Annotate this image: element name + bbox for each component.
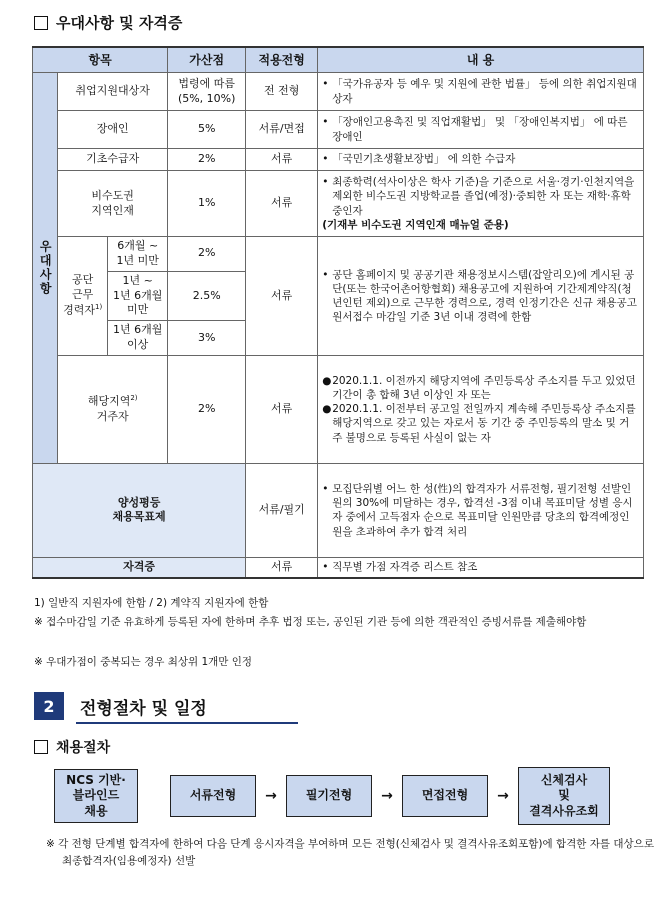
cell-points: 1%: [168, 171, 246, 237]
cell-item: 취업지원대상자: [58, 73, 168, 111]
table-row: [33, 73, 644, 111]
cell-content: ● 2020.1.1. 이전까지 해당지역에 주민등록상 주소지를 두고 있었던 기간이 총 합해 3년 이상인 자 또는 ● 2020.1.1. 이전부터 공고일 전일까지 계속해 주민등록상 주소지를 해당지역으로 갖고 있는 자로서 동 기간 중 주민등록의 말소 및 거주 불명으로 등록된 사실이 없는 자: [318, 355, 644, 463]
note-1: ※ 접수마감일 기준 유효하게 등록된 자에 한하며 추후 법정 또는, 공인된 기관 등에 의한 객관적인 증빙서류를 제출해야함: [34, 616, 587, 628]
table-row: [33, 355, 644, 463]
arrow-icon: →: [265, 788, 277, 804]
cell-content: • 직무별 가점 자격증 리스트 참조: [318, 557, 644, 577]
step-document: 서류전형: [170, 775, 256, 817]
section2-underline: [76, 722, 298, 724]
cell-type: 서류: [246, 149, 318, 171]
table-row: [33, 557, 644, 577]
cell-item: 해당지역$^{2)}$ 거주자: [58, 355, 168, 463]
cell-content: • 「장애인고용촉진 및 직업재활법」 및 「장애인복지법」 에 따른 장애인: [318, 111, 644, 149]
step-ncs: NCS 기반· 블라인드 채용: [54, 769, 138, 823]
cell-item: 장애인: [58, 111, 168, 149]
step-written: 필기전형: [286, 775, 372, 817]
side-label: 우대사항: [33, 73, 58, 464]
cell-content: • 모집단위별 어느 한 성(性)의 합격자가 서류전형, 필기전형 선발인원의 30%에 미달하는 경우, 합격선 -3점 이내 목표미달 성별 응시자 중에서 고득점자 순으로 목표미달 인원만큼 당초의 합격예정인원을 초과하여 추가 합격 처리: [318, 463, 644, 557]
cell-type: 서류/면접: [246, 111, 318, 149]
section2-title: 전형절차 및 일정: [80, 698, 207, 719]
cell-points: 2%: [168, 237, 246, 272]
checkbox-icon: [34, 740, 48, 754]
table-header-row: [33, 47, 644, 73]
section-title-text: 우대사항 및 자격증: [56, 14, 183, 32]
cell-type: 전 전형: [246, 73, 318, 111]
cell-points: 법령에 따름 (5%, 10%): [168, 73, 246, 111]
cell-item: 양성평등 채용목표제: [33, 463, 246, 557]
header-points: 가산점: [168, 47, 246, 73]
cell-item: 자격증: [33, 557, 246, 577]
section-title: [34, 12, 182, 33]
step-interview: 면접전형: [402, 775, 488, 817]
footer-note: ※ 각 전형 단계별 합격자에 한하여 다음 단계 응시자격을 부여하며 모든 전형(신체검사 및 결격사유조회포함)에 합격한 자를 대상으로 최종합격자(임용예정자) 선발: [46, 838, 654, 867]
cell-type: 서류: [246, 171, 318, 237]
process-flow: [54, 767, 610, 825]
checkbox-icon: [34, 16, 48, 30]
arrow-icon: →: [497, 788, 509, 804]
section2-header: [34, 692, 207, 720]
cell-points: 2.5%: [168, 271, 246, 321]
header-item: 항목: [33, 47, 168, 73]
cell-type: 서류/필기: [246, 463, 318, 557]
cell-type: 서류: [246, 237, 318, 356]
table-row: [33, 149, 644, 171]
table-row: [33, 463, 644, 557]
career-period: 6개월 ~ 1년 미만: [108, 237, 168, 272]
career-label: 공단 근무 경력자$^{1)}$: [58, 237, 108, 356]
cell-points: 3%: [168, 321, 246, 356]
career-period: 1년 6개월 이상: [108, 321, 168, 356]
header-content: 내 용: [318, 47, 644, 73]
section-number: 2: [34, 692, 64, 720]
table-row: [33, 111, 644, 149]
preference-table: [32, 46, 644, 579]
table-row: [33, 171, 644, 237]
cell-item: 기초수급자: [58, 149, 168, 171]
subsection-title: 채용절차: [34, 737, 110, 757]
note-2: ※ 우대가점이 중복되는 경우 최상위 1개만 인정: [34, 656, 253, 668]
step-physical-check: 신체검사 및 결격사유조회: [518, 767, 610, 825]
cell-points: 2%: [168, 149, 246, 171]
cell-points: 2%: [168, 355, 246, 463]
cell-item: 비수도권 지역인재: [58, 171, 168, 237]
cell-content-bold: (기재부 비수도권 지역인재 매뉴얼 준용): [322, 218, 509, 231]
career-period: 1년 ~ 1년 6개월 미만: [108, 271, 168, 321]
header-type: 적용전형: [246, 47, 318, 73]
cell-content: • 공단 홈페이지 및 공공기관 채용정보시스템(잡알리오)에 게시된 공단(또는 한국어촌어항협회) 채용공고에 지원하여 기간제계약직(청년인턴 제외)으로 근무한 경력으로, 경력 인정기간은 신규 채용공고 원서접수 마감일 기준 3년 이내 경력에 한함: [318, 237, 644, 356]
cell-content: • 「국민기초생활보장법」 에 의한 수급자: [318, 149, 644, 171]
cell-content: • 「국가유공자 등 예우 및 지원에 관한 법률」 등에 의한 취업지원대상자: [318, 73, 644, 111]
cell-type: 서류: [246, 355, 318, 463]
arrow-icon: →: [381, 788, 393, 804]
cell-content: • 최종학력(석사이상은 학사 기준)을 기준으로 서울·경기·인천지역을 제외한 비수도권 지방학교를 졸업(예정)·중퇴한 자 또는 재학·휴학 중인자 (기재부 비수도권 지역인재 매뉴얼 준용): [318, 171, 644, 237]
cell-points: 5%: [168, 111, 246, 149]
table-row: [33, 237, 644, 272]
cell-type: 서류: [246, 557, 318, 577]
footnote: 1) 일반직 지원자에 한함 / 2) 계약직 지원자에 한함: [34, 597, 269, 609]
